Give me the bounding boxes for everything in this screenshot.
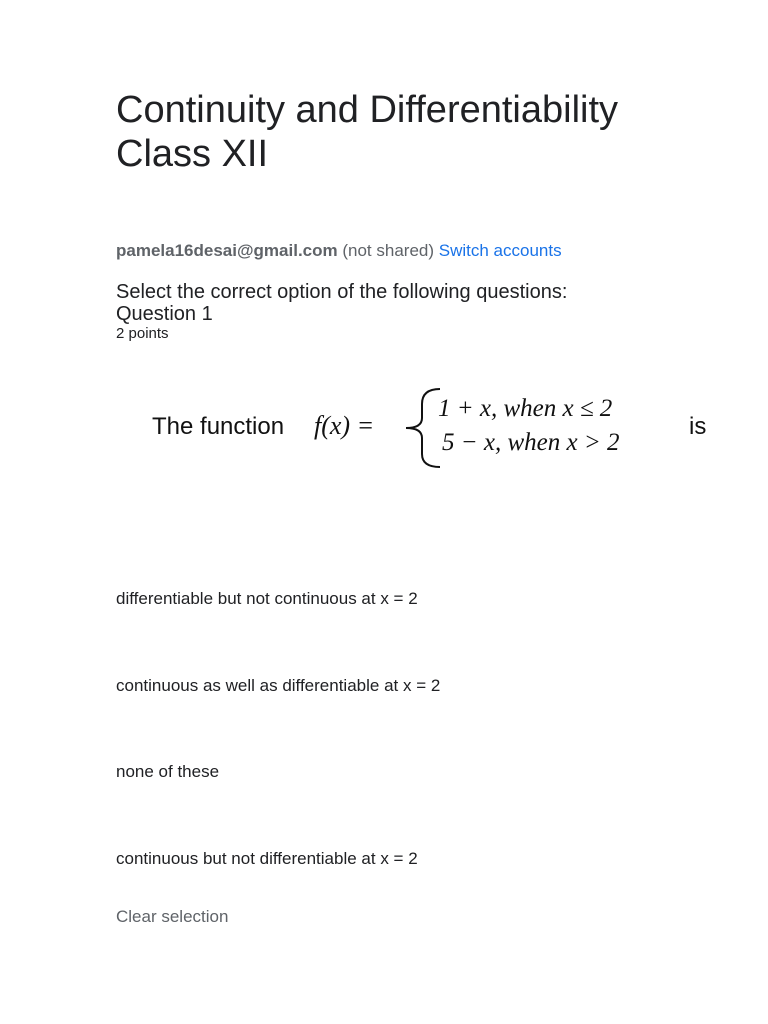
option-1[interactable]: differentiable but not continuous at x = 2	[116, 589, 418, 608]
question-title: Question 1	[116, 303, 213, 325]
question-image-fx: f(x) =	[314, 411, 375, 440]
switch-accounts-link[interactable]: Switch accounts	[438, 241, 562, 260]
account-info	[116, 240, 562, 262]
form-instructions: Select the correct option of the following questions:	[116, 281, 568, 303]
question-image-prefix: The function	[152, 413, 285, 440]
account-email: pamela16desai@gmail.com	[116, 241, 338, 260]
option-2[interactable]: continuous as well as differentiable at x = 2	[116, 676, 441, 695]
option-4[interactable]: continuous but not differentiable at x = 2	[116, 849, 418, 868]
not-shared-note: (not shared)	[342, 241, 435, 260]
case-line-1: 1 + x, when x ≤ 2	[438, 395, 613, 422]
case-line-2: 5 − x, when x > 2	[442, 429, 620, 456]
question-points: 2 points	[116, 325, 169, 342]
question-image-suffix: is	[689, 413, 707, 440]
clear-selection-button[interactable]: Clear selection	[116, 907, 229, 926]
question-image	[140, 382, 720, 474]
form-title: Continuity and Differentiability Class XII	[116, 89, 619, 175]
option-3[interactable]: none of these	[116, 762, 220, 781]
left-brace	[406, 389, 440, 467]
